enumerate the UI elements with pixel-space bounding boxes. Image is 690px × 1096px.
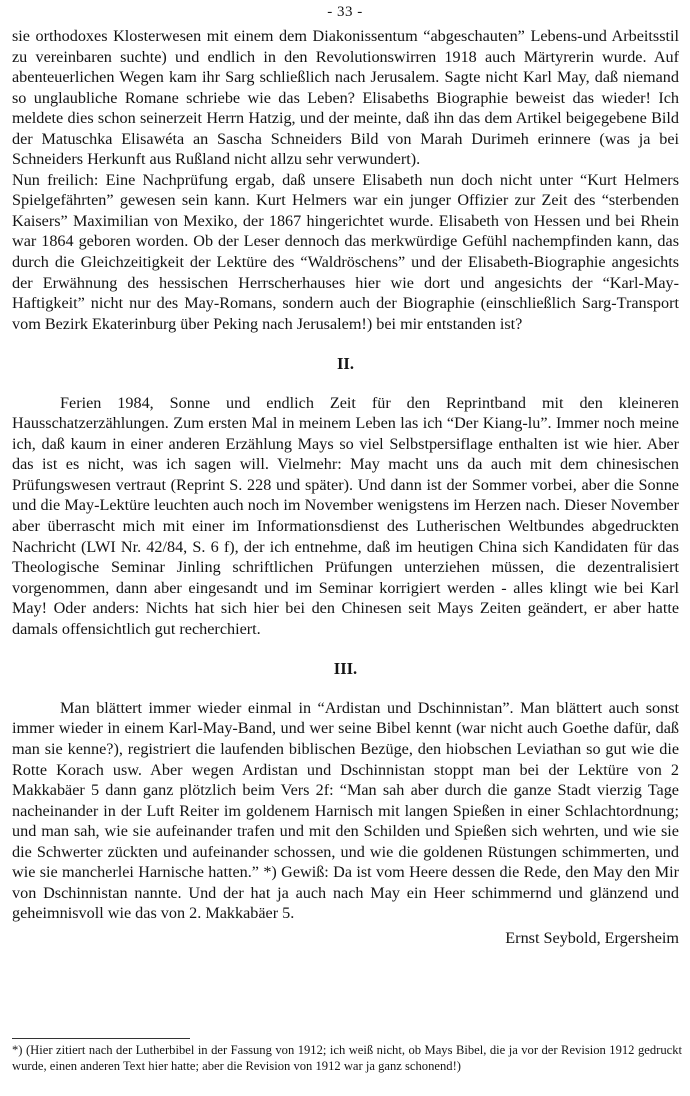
article-body	[12, 26, 679, 948]
footnote	[12, 1042, 682, 1074]
section-heading-2: II.	[337, 354, 354, 374]
paragraph-section-2: Ferien 1984, Sonne und endlich Zeit für den Reprintband mit den kleineren Hausschatzerzählungen. Zum ersten Mal in meinem Leben las ich “Der Kiang-lu”. Immer noch meine ich, daß kaum in einer anderen Erzählung Mays so viel Selbstpersiflage enthalten ist wie hier. Aber das ist es nicht, was ich sagen will. Vielmehr: May macht uns da auch mit dem chinesischen Prüfungswesen vertraut (Reprint S. 228 und später). Und dann ist der Sommer vorbei, aber die Sonne und die May-Lektüre leuchten auch noch im November wenigstens im Herzen nach. Dieser November aber überrascht mich mit einer im Informationsdienst des Lutherischen Weltbundes abgedruckten Nachricht (LWI Nr. 42/84, S. 6 f), der ich entnehme, daß im heutigen China sich Kandidaten für das Theologische Seminar Jinling schriftlichen Prüfungen unterziehen müssen, die dezentralisiert vorgenommen, dann aber eingesandt und im Seminar korrigiert werden - alles klingt wie bei Karl May! Oder anders: Nichts hat sich hier bei den Chinesen seit Mays Zeiten geändert, er aber hatte damals offensichtlich gut recherchiert.	[12, 393, 679, 638]
paragraph-continuation: sie orthodoxes Klosterwesen mit einem dem Diakonissentum “abgeschauten” Lebens-und Arbeitsstil zu vereinbaren suchte) und endlich in den Revolutionswirren 1918 auch Märtyrerin wurde. Auf abenteuerlichen Wegen kam ihr Sarg schließlich nach Jerusalem. Sagte nicht Karl May, daß niemand so unglaubliche Romane schriebe wie das Leben? Elisabeths Biographie beweist das wieder! Ich meldete dies schon seinerzeit Herrn Hatzig, und der meinte, daß ihn das dem Artikel beigegebene Bild der Matuschka Elisawéta an Sascha Schneiders Bild von Marah Durimeh erinnere (was ja bei Schneiders Herkunft aus Rußland nicht allzu sehr verwundert).	[12, 27, 679, 169]
paragraph-nachpruefung: Nun freilich: Eine Nachprüfung ergab, daß unsere Elisabeth nun doch nicht unter “Kurt Helmers Spielgefährten” gewesen sein kann. Kurt Helmers war ein junger Offizier zur Zeit des “sterbenden Kaisers” Maximilian von Mexiko, der 1867 hingerichtet wurde. Elisabeth von Hessen und bei Rhein war 1864 geboren worden. Ob der Leser dennoch das merkwürdige Gefühl nachempfinden kann, das durch die Gleichzeitigkeit der Lektüre des “Waldröschens” und der Elisabeth-Biographie angesichts der Erwähnung des hessischen Herrscherhauses hier wie dort und angesichts der “Karl-May-Haftigkeit” nicht nur des May-Romans, sondern auch der Biographie (einschließlich Sarg-Transport vom Bezirk Ekaterinburg über Peking nach Jerusalem!) bei mir entstanden ist?	[12, 170, 679, 333]
paragraph-section-3: Man blättert immer wieder einmal in “Ardistan und Dschinnistan”. Man blättert auch sonst immer wieder in einem Karl-May-Band, und wer seine Bibel kennt (war nicht auch Goethe dafür, daß man sie kenne?), registriert die laufenden biblischen Bezüge, den hiobschen Leviathan so gut wie die Rotte Korach usw. Aber wegen Ardistan und Dschinnistan stoppt man bei der Lektüre von 2 Makkabäer 5 dann ganz plötzlich beim Vers 2f: “Man sah aber durch die ganze Stadt vierzig Tage nacheinander in der Luft Reiter im goldenem Harnisch mit langen Spießen in einer Schlachtordnung; und man sah, wie sie aufeinander trafen und mit den Schilden und Spießen sich wehrten, und wie sie die Schwerter zückten und aufeinander schossen, und wie die goldenen Rüstungen schimmerten, und wie sie mancherlei Harnische hatten.” *) Gewiß: Da ist vom Heere dessen die Rede, den May den Mir von Dschinnistan nannte. Und der hat ja auch nach May ein Heer schimmernd und glänzend und geheimnisvoll wie das von 2. Makkabäer 5.	[12, 698, 679, 923]
page-number: - 33 -	[327, 4, 363, 20]
footnote-divider	[12, 1038, 190, 1039]
author-signature: Ernst Seybold, Ergersheim	[505, 928, 679, 947]
section-heading-3: III.	[333, 659, 358, 679]
footnote-text: *) (Hier zitiert nach der Lutherbibel in der Fassung von 1912; ich weiß nicht, ob Mays Bibel, die ja vor der Revision 1912 gedruckt wurde, einen anderen Text hier hatte; aber die Revision von 1912 war ja ganz schonend!)	[12, 1043, 682, 1073]
